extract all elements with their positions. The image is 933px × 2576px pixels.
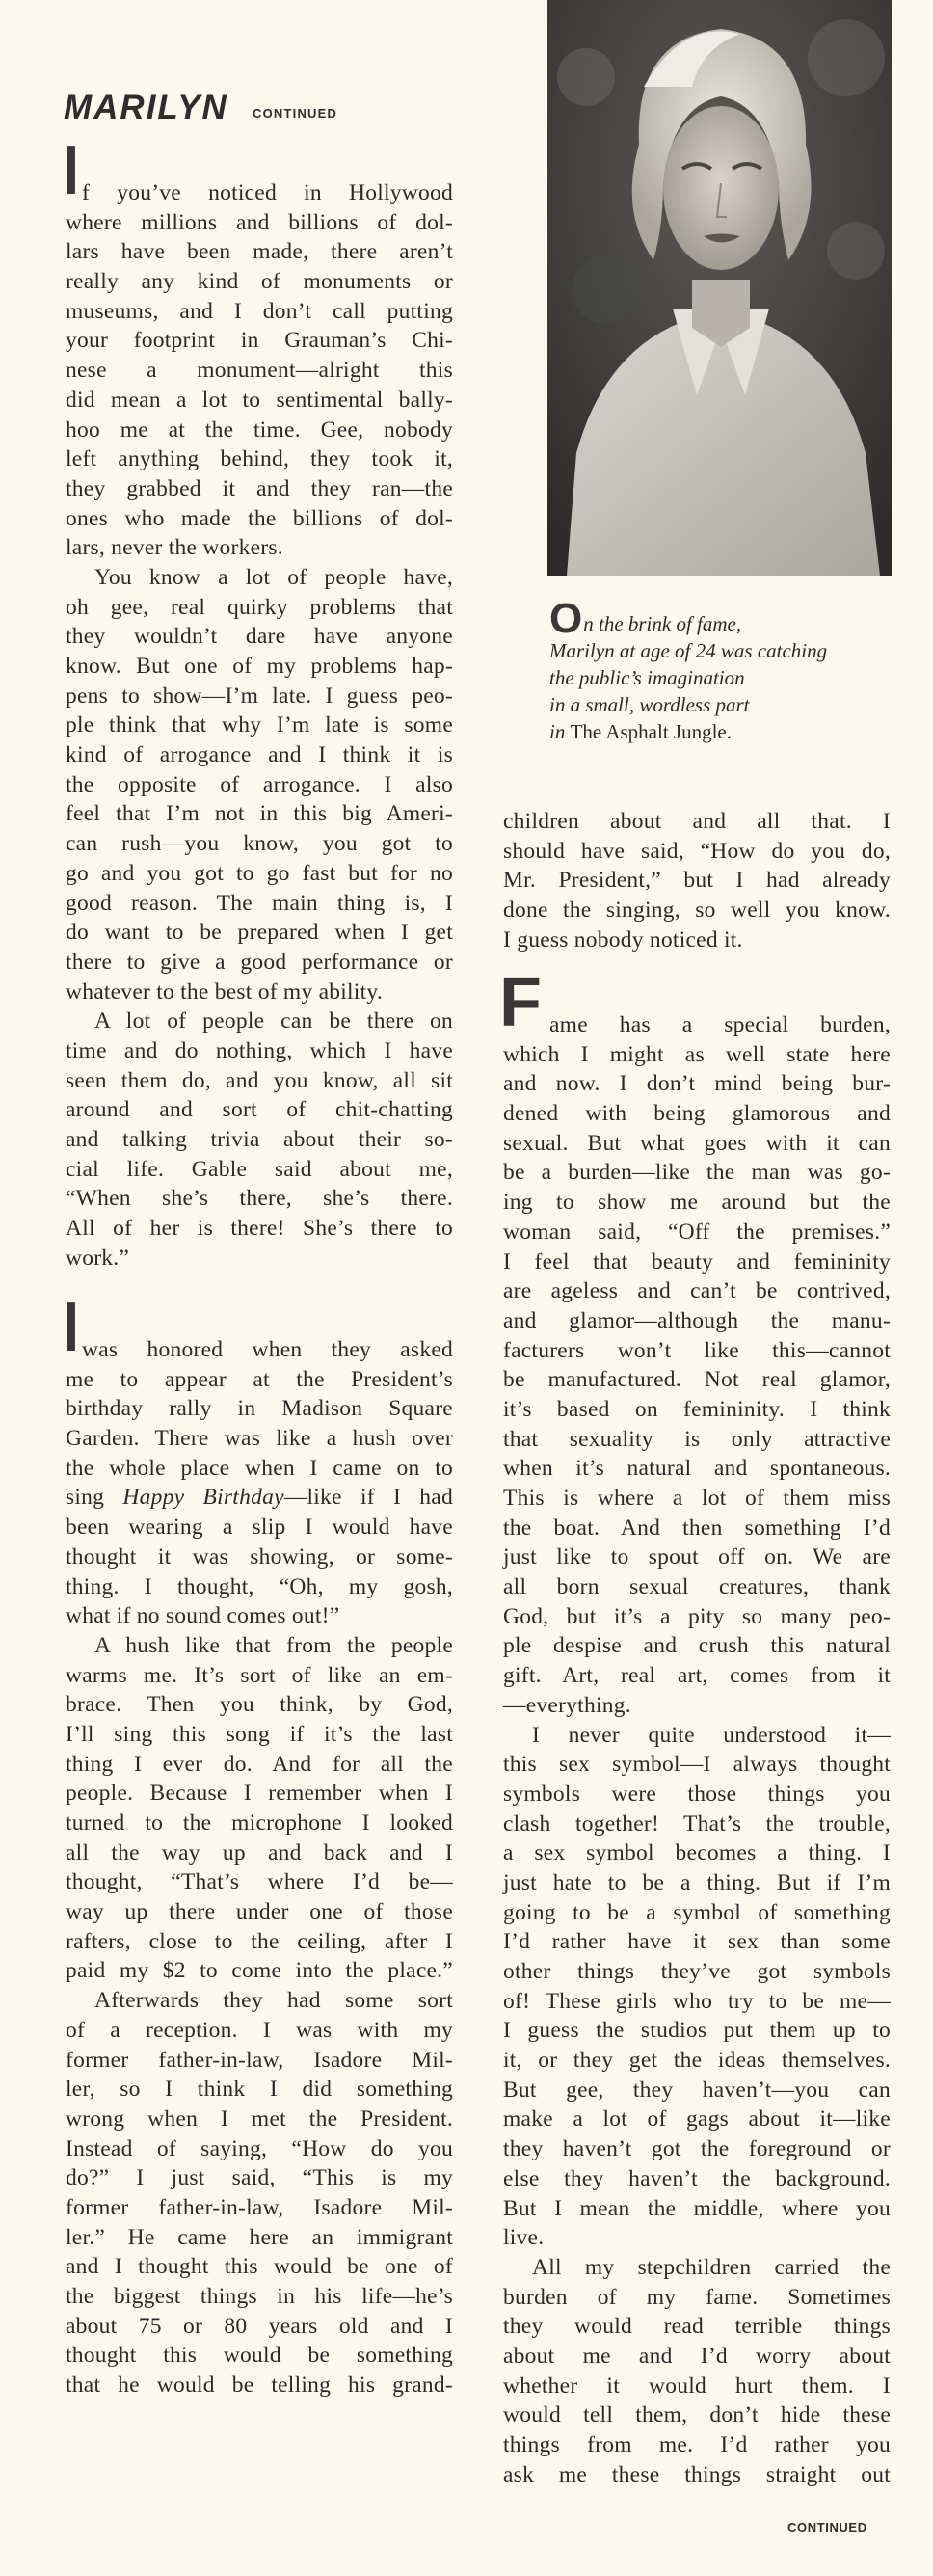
line-text: wrong when I met the President. xyxy=(66,2106,453,2132)
text-line xyxy=(503,1810,891,1839)
caption-text: in xyxy=(549,720,571,743)
text-line xyxy=(66,1125,453,1155)
line-text: just hate to be a thing. But if I’m xyxy=(503,1869,891,1895)
text-line xyxy=(66,1155,453,1185)
line-text: ing to show me around but the xyxy=(503,1190,891,1216)
text-line xyxy=(66,2163,453,2193)
line-text: kind of arrogance and I think it is xyxy=(66,742,453,768)
line-text: lars, never the workers. xyxy=(66,535,283,561)
line-text: whatever to the best of my ability. xyxy=(66,979,383,1005)
text-line xyxy=(503,1188,891,1218)
line-text: A hush like that from the people xyxy=(94,1632,453,1658)
line-text: be manufactured. Not real glamor, xyxy=(503,1367,891,1393)
text-line xyxy=(503,2016,891,2046)
text-line xyxy=(66,2282,453,2312)
line-text: But I mean the middle, where you xyxy=(503,2195,891,2221)
line-text: and now. I don’t mind being bur- xyxy=(503,1071,891,1097)
text-line xyxy=(63,1288,453,1366)
line-text: they would read terrible things xyxy=(503,2314,891,2340)
line-text: nese a monument—alright this xyxy=(66,358,453,384)
text-line xyxy=(503,1248,891,1277)
text-line xyxy=(66,1095,453,1125)
text-line xyxy=(503,1158,891,1188)
text-line xyxy=(503,1069,891,1099)
text-line xyxy=(66,1424,453,1454)
line-text: warms me. It’s sort of like an em- xyxy=(66,1662,453,1688)
text-line xyxy=(66,1214,453,1244)
text-line xyxy=(503,2342,891,2372)
line-text: burden of my fame. Sometimes xyxy=(503,2284,891,2310)
line-text: the boat. And then something I’d xyxy=(503,1515,891,1541)
text-line xyxy=(66,859,453,889)
text-line xyxy=(503,1276,891,1306)
line-text: former father-in-law, Isadore Mil- xyxy=(66,2047,453,2073)
right-column-lower xyxy=(499,963,891,2489)
line-text: do?” I just said, “This is my xyxy=(66,2165,453,2191)
line-text: ler, so I think I did something xyxy=(66,2077,453,2103)
line-text: Afterwards they had some sort xyxy=(94,1988,453,2014)
text-line xyxy=(503,1898,891,1928)
text-line xyxy=(503,807,891,837)
text-line xyxy=(66,2223,453,2253)
text-line xyxy=(66,1809,453,1838)
line-text: it, or they get the ideas themselves. xyxy=(503,2048,891,2074)
text-line xyxy=(66,444,453,474)
text-line xyxy=(503,1838,891,1868)
text-line xyxy=(503,1040,891,1070)
caption-line xyxy=(549,637,896,664)
line-text: should have said, “How do you do, xyxy=(503,838,891,864)
caption-dropcap: O xyxy=(549,595,583,642)
song-title: Happy Birthday xyxy=(122,1485,284,1511)
text-line xyxy=(66,2371,453,2401)
text-line xyxy=(66,563,453,593)
text-line xyxy=(66,1779,453,1809)
text-line xyxy=(503,2164,891,2194)
line-text: I’ll sing this song if it’s the last xyxy=(66,1721,453,1747)
text-line xyxy=(503,1750,891,1780)
caption-text: n the brink of fame, xyxy=(583,612,742,635)
text-line xyxy=(66,1572,453,1602)
line-text: paid my $2 to come into the place.” xyxy=(66,1958,453,1984)
line-text: sing xyxy=(66,1485,123,1511)
line-text: children about and all that. I xyxy=(503,809,891,834)
left-column-upper xyxy=(63,131,453,1273)
line-text: ask me these things straight out xyxy=(503,2461,891,2487)
line-text: are ageless and can’t be contrived, xyxy=(503,1278,891,1304)
text-line xyxy=(66,1956,453,1986)
caption-line xyxy=(549,718,896,745)
line-text: other things they’ve got symbols xyxy=(503,1959,891,1984)
line-text: really any kind of monuments or xyxy=(66,269,453,295)
text-line xyxy=(66,593,453,623)
line-text: hoo me at the time. Gee, nobody xyxy=(66,416,453,443)
line-text: all born sexual creatures, thank xyxy=(503,1574,891,1600)
text-line xyxy=(503,1336,891,1366)
text-line xyxy=(503,1927,891,1957)
text-line xyxy=(503,2401,891,2430)
line-text: things from me. I’d rather you xyxy=(503,2432,891,2457)
text-line xyxy=(66,1365,453,1395)
line-text: museums, and I don’t call putting xyxy=(66,298,453,324)
line-text: where millions and billions of dol- xyxy=(66,209,453,235)
line-text: the whole place when I came on to xyxy=(66,1455,453,1481)
line-text: I guess the studios put them up to xyxy=(503,2018,891,2044)
text-line xyxy=(66,1184,453,1214)
text-line xyxy=(66,237,453,267)
text-line xyxy=(66,326,453,356)
line-text: they wouldn’t dare have anyone xyxy=(66,624,453,650)
text-line xyxy=(503,1780,891,1810)
line-text: birthday rally in Madison Square xyxy=(66,1396,453,1422)
line-text: people. Because I remember when I xyxy=(66,1781,453,1807)
text-line xyxy=(66,1244,453,1274)
text-line xyxy=(503,1218,891,1248)
line-text: and talking trivia about their so- xyxy=(66,1127,453,1152)
line-text: which I might as well state here xyxy=(503,1041,891,1067)
line-text: else they haven’t the background. xyxy=(503,2165,891,2191)
text-line xyxy=(66,1483,453,1513)
text-line xyxy=(66,740,453,770)
line-text: brace. Then you think, by God, xyxy=(66,1692,453,1718)
line-text: good reason. The main thing is, I xyxy=(66,890,453,916)
line-text: “When she’s there, she’s there. xyxy=(66,1186,453,1212)
text-line xyxy=(66,2341,453,2371)
text-line xyxy=(66,1927,453,1957)
text-line xyxy=(66,1513,453,1543)
line-text: I feel that beauty and femininity xyxy=(503,1248,891,1275)
continued-label: CONTINUED xyxy=(253,106,338,121)
line-text: rafters, close to the ceiling, after I xyxy=(66,1928,453,1954)
text-line xyxy=(66,504,453,534)
line-text: a sex symbol becomes a thing. I xyxy=(503,1840,891,1866)
text-line xyxy=(66,386,453,416)
text-line xyxy=(503,2194,891,2224)
text-line xyxy=(503,1602,891,1632)
text-line xyxy=(66,1750,453,1780)
line-text: this sex symbol—I always thought xyxy=(503,1752,891,1778)
text-line xyxy=(66,682,453,711)
line-text: thought this would be something xyxy=(66,2343,453,2369)
line-text: your footprint in Grauman’s Chi- xyxy=(66,328,453,354)
line-text: f you’ve noticed in Hollywood xyxy=(82,180,453,205)
text-line xyxy=(66,208,453,238)
line-text: they haven’t got the foreground or xyxy=(503,2136,891,2162)
text-line xyxy=(66,1454,453,1484)
line-text: feel that I’m not in this big Ameri- xyxy=(66,801,453,827)
line-text: was honored when they asked xyxy=(82,1337,453,1362)
text-line xyxy=(503,896,891,926)
text-line xyxy=(503,2312,891,2342)
caption-text: Marilyn at age of 24 was catching xyxy=(549,639,828,662)
line-text: dened with being glamorous and xyxy=(503,1101,891,1127)
text-line xyxy=(503,1721,891,1751)
text-line xyxy=(503,1514,891,1543)
text-line xyxy=(503,2046,891,2076)
text-line xyxy=(66,2046,453,2076)
text-line xyxy=(66,711,453,740)
line-text: left anything behind, they took it, xyxy=(66,446,453,472)
text-line xyxy=(503,1099,891,1129)
line-text: go and you got to go fast but for no xyxy=(66,860,453,886)
text-line xyxy=(503,2283,891,2313)
portrait-photo xyxy=(547,0,892,576)
line-text: around and sort of chit-chatting xyxy=(66,1097,453,1123)
text-line xyxy=(66,2075,453,2105)
line-text: symbols were those things you xyxy=(503,1781,891,1807)
line-text: work.” xyxy=(66,1245,130,1271)
drop-cap: F xyxy=(499,963,543,1041)
text-line xyxy=(503,866,891,896)
text-line xyxy=(503,1365,891,1395)
line-text: be a burden—like the man was go- xyxy=(503,1160,891,1186)
text-line xyxy=(503,1661,891,1691)
text-line xyxy=(66,889,453,919)
text-line xyxy=(503,1395,891,1425)
text-line xyxy=(66,2105,453,2134)
line-text: there to give a good performance or xyxy=(66,949,453,975)
text-line xyxy=(66,1690,453,1720)
line-text: do want to be prepared when I get xyxy=(66,920,453,946)
text-line xyxy=(503,837,891,867)
line-text: Instead of saying, “How do you xyxy=(66,2135,453,2161)
line-text: the opposite of arrogance. I also xyxy=(66,771,453,797)
line-text: did mean a lot to sentimental bally- xyxy=(66,387,453,413)
line-text: I never quite understood it— xyxy=(532,1722,891,1748)
text-line xyxy=(66,1036,453,1066)
drop-cap: I xyxy=(63,131,80,209)
line-text: me to appear at the President’s xyxy=(66,1366,453,1392)
text-line xyxy=(66,652,453,682)
caption-line xyxy=(549,664,896,691)
line-text: ple think that why I’m late is some xyxy=(66,712,453,738)
text-line xyxy=(66,1543,453,1572)
text-line xyxy=(66,2016,453,2046)
line-text: All of her is there! She’s there to xyxy=(66,1216,453,1242)
line-text: been wearing a slip I would have xyxy=(66,1515,453,1541)
line-text: ler.” He came here an immigrant xyxy=(66,2224,453,2250)
line-text: I’d rather have it sex than some xyxy=(503,1929,891,1955)
line-text: would tell them, don’t hide these xyxy=(503,2402,891,2428)
line-text: time and do nothing, which I have xyxy=(66,1037,453,1063)
text-line xyxy=(499,963,891,1041)
text-line xyxy=(66,1661,453,1691)
text-line xyxy=(63,131,453,209)
text-line xyxy=(66,978,453,1007)
text-line xyxy=(503,1691,891,1721)
text-line xyxy=(66,1720,453,1750)
line-text: God, but it’s a pity so many peo- xyxy=(503,1603,891,1629)
line-text: sexual. But what goes with it can xyxy=(503,1130,891,1156)
line-text: about 75 or 80 years old and I xyxy=(66,2313,453,2339)
line-text: seen them do, and you know, all sit xyxy=(66,1067,453,1093)
text-line xyxy=(66,2134,453,2164)
text-line xyxy=(503,2105,891,2134)
text-line xyxy=(503,2460,891,2490)
text-line xyxy=(503,1631,891,1661)
line-text: thought, “That’s where I’d be— xyxy=(66,1869,453,1895)
text-line xyxy=(66,799,453,829)
text-line xyxy=(66,2252,453,2282)
right-column-upper xyxy=(503,807,891,954)
caption-line xyxy=(549,691,896,718)
line-text: thought it was showing, or some- xyxy=(66,1543,453,1570)
film-title: The Asphalt Jungle. xyxy=(570,720,732,743)
line-text: This is where a lot of them miss xyxy=(503,1486,891,1511)
line-text: turned to the microphone I looked xyxy=(66,1811,453,1836)
line-text: live. xyxy=(503,2225,545,2251)
line-text: done the singing, so well you know. xyxy=(503,898,891,924)
text-line xyxy=(66,416,453,445)
line-text: thing I ever do. And for all the xyxy=(66,1751,453,1777)
text-line xyxy=(503,2253,891,2283)
line-text: what if no sound comes out!” xyxy=(66,1603,340,1629)
line-text: cial life. Gable said about me, xyxy=(66,1156,453,1182)
line-text: But gee, they haven’t—you can xyxy=(503,2077,891,2103)
text-line xyxy=(66,1631,453,1661)
text-line xyxy=(66,1867,453,1897)
caption-line xyxy=(549,595,896,642)
line-text: clash together! That’s the trouble, xyxy=(503,1811,891,1837)
line-text: of! These girls who try to be me— xyxy=(503,1988,891,2014)
line-text: it’s based on femininity. I think xyxy=(503,1396,891,1422)
text-line xyxy=(66,948,453,978)
line-text: thing. I thought, “Oh, my gosh, xyxy=(66,1573,453,1599)
caption-text: the public’s imagination xyxy=(549,666,745,689)
line-text: that he would be telling his grand- xyxy=(66,2373,453,2399)
caption-text: in a small, wordless part xyxy=(549,693,750,716)
line-text: way up there under one of those xyxy=(66,1899,453,1925)
text-line xyxy=(66,1006,453,1036)
left-column-lower xyxy=(63,1288,453,2401)
text-line xyxy=(66,533,453,563)
line-text: —like if I had xyxy=(283,1485,453,1511)
text-line xyxy=(503,2223,891,2253)
text-line xyxy=(503,1543,891,1572)
text-line xyxy=(66,1394,453,1424)
text-line xyxy=(66,1601,453,1631)
line-text: that sexuality is only attractive xyxy=(503,1426,891,1452)
line-text: make a lot of gags about it—like xyxy=(503,2106,891,2133)
line-text: ple despise and crush this natural xyxy=(503,1633,891,1659)
line-text: You know a lot of people have, xyxy=(94,564,453,590)
text-line xyxy=(503,1425,891,1455)
line-text: and glamor—although the manu- xyxy=(503,1307,891,1333)
line-text: Mr. President,” but I had already xyxy=(503,868,891,894)
text-line xyxy=(503,1572,891,1602)
line-text: former father-in-law, Isadore Mil- xyxy=(66,2194,453,2220)
line-text: oh gee, real quirky problems that xyxy=(66,594,453,620)
line-text: woman said, “Off the premises.” xyxy=(503,1219,891,1245)
line-text: of a reception. I was with my xyxy=(66,2017,453,2043)
line-text: and I thought this would be one of xyxy=(66,2254,453,2280)
text-line xyxy=(66,1838,453,1868)
text-line xyxy=(503,1957,891,1987)
drop-cap: I xyxy=(63,1288,80,1366)
text-line xyxy=(66,1897,453,1927)
line-text: they grabbed it and they ran—the xyxy=(66,475,453,501)
line-text: can rush—you know, you got to xyxy=(66,831,453,857)
line-text: the biggest things in his life—he’s xyxy=(66,2284,453,2309)
text-line xyxy=(503,1987,891,2017)
line-text: Garden. There was like a hush over xyxy=(66,1426,453,1452)
text-line xyxy=(66,2312,453,2342)
line-text: just like to spout off on. We are xyxy=(503,1544,891,1570)
text-line xyxy=(503,2076,891,2106)
text-line xyxy=(503,1129,891,1159)
line-text: when it’s natural and spontaneous. xyxy=(503,1456,891,1482)
line-text: going to be a symbol of something xyxy=(503,1899,891,1925)
text-line xyxy=(66,2193,453,2223)
text-line xyxy=(66,1066,453,1096)
line-text: I guess nobody noticed it. xyxy=(503,926,743,953)
line-text: gift. Art, real art, comes from it xyxy=(503,1663,891,1689)
article-title: MARILYN xyxy=(64,89,228,126)
line-text: facturers won’t like this—cannot xyxy=(503,1337,891,1363)
text-line xyxy=(503,2134,891,2164)
line-text: —everything. xyxy=(503,1692,631,1718)
text-line xyxy=(503,1454,891,1484)
line-text: ones who made the billions of dol- xyxy=(66,505,453,531)
continued-footer: CONTINUED xyxy=(787,2520,867,2535)
line-text: A lot of people can be there on xyxy=(94,1008,453,1034)
line-text: know. But one of my problems hap- xyxy=(66,654,453,679)
text-line xyxy=(66,474,453,504)
text-line xyxy=(66,918,453,948)
text-line xyxy=(503,2430,891,2460)
text-line xyxy=(503,1484,891,1514)
text-line xyxy=(66,770,453,800)
text-line xyxy=(66,267,453,297)
line-text: about me and I’d worry about xyxy=(503,2343,891,2369)
line-text: All my stepchildren carried the xyxy=(532,2254,891,2280)
text-line xyxy=(503,2372,891,2402)
text-line xyxy=(503,1868,891,1898)
text-line xyxy=(503,1306,891,1336)
text-line xyxy=(66,297,453,327)
text-line xyxy=(66,622,453,652)
text-line xyxy=(66,829,453,859)
line-text: lars have been made, there aren’t xyxy=(66,239,453,265)
photo-caption xyxy=(549,595,896,745)
text-line xyxy=(503,926,891,955)
line-text: pens to show—I’m late. I guess peo- xyxy=(66,683,453,709)
line-text: whether it would hurt them. I xyxy=(503,2373,891,2399)
line-text: ame has a special burden, xyxy=(549,1012,891,1037)
line-text: all the way up and back and I xyxy=(66,1839,453,1865)
text-line xyxy=(66,356,453,386)
text-line xyxy=(66,1986,453,2016)
